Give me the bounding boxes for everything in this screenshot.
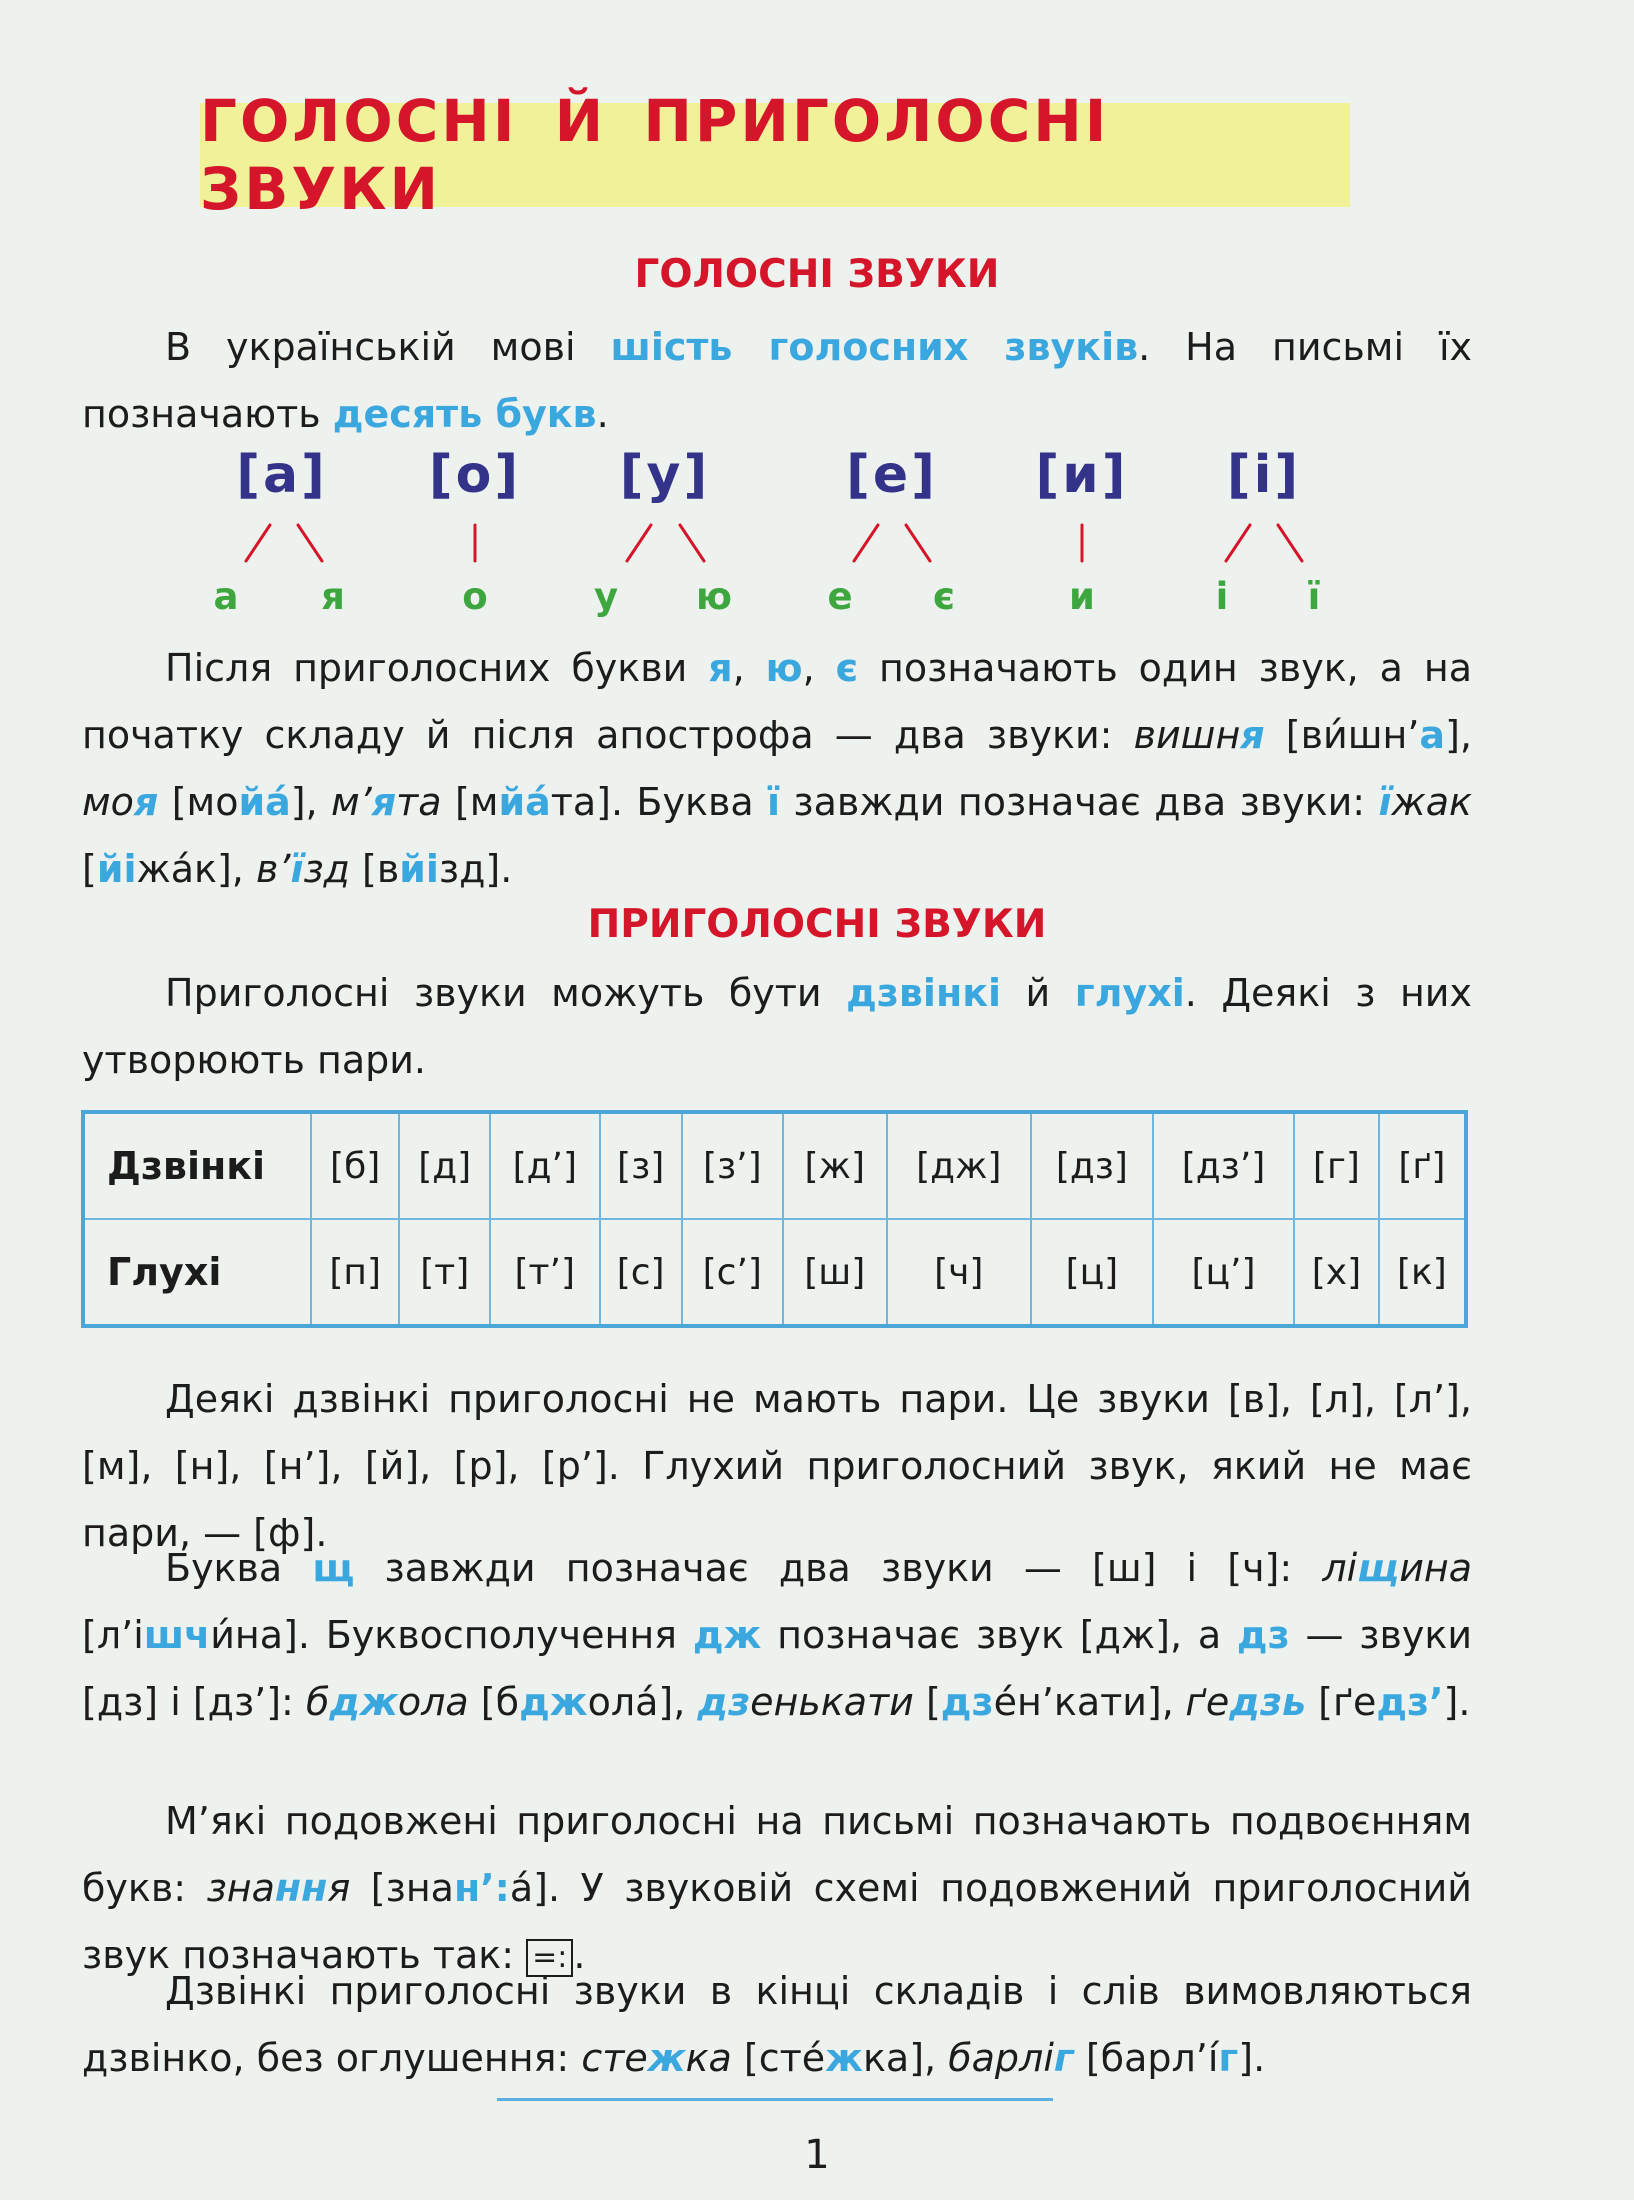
vowel-letter: е [827, 575, 853, 618]
vowel-sound-i: [і] [1226, 445, 1302, 505]
consonants-intro [82, 960, 1472, 1094]
highlighted-text: ю [765, 646, 803, 690]
highlighted-text: дж [692, 1613, 762, 1657]
text-run: Деякі дзвінкі приголосні не мають пари. Це звуки [в], [л], [л’], [м], [н], [н’], [й], [р], [р’]. Глухий приголосний звук, який не має пари, — [ф]. [82, 1377, 1472, 1555]
italic-text: ґе [1185, 1680, 1230, 1724]
vowels-rule [82, 635, 1472, 903]
text-run: зд]. [438, 847, 513, 891]
text-run: е́н’кати], [993, 1680, 1186, 1724]
highlighted-text: н’: [453, 1866, 510, 1910]
voiced-cell: [дз’] [1153, 1112, 1294, 1219]
text-run: [барл’і́ [1073, 2036, 1219, 2080]
highlighted-text: йа́ [238, 780, 291, 824]
highlighted-text: г [1053, 2036, 1074, 2080]
text-run: [ [913, 1680, 941, 1724]
vowel-letter: ю [696, 575, 732, 618]
voiced-cell: [з’] [682, 1112, 783, 1219]
voiced-cell: [г] [1294, 1112, 1379, 1219]
voiced-cell: [дз] [1031, 1112, 1153, 1219]
text-run: Приголосні звуки можуть бути [165, 971, 847, 1015]
highlighted-text: дзь [1229, 1680, 1307, 1724]
highlighted-text: ж [647, 2036, 686, 2080]
page-number: 1 [804, 2132, 830, 2178]
voiceless-cell: [т’] [490, 1219, 600, 1326]
vowel-letter: я [321, 575, 345, 618]
highlighted-text: ж [825, 2036, 863, 2080]
highlighted-text: шч [143, 1613, 211, 1657]
voiced-cell: [з] [600, 1112, 682, 1219]
highlighted-text: я [708, 646, 733, 690]
vowel-letter: і [1215, 575, 1229, 618]
italic-text: барлі [948, 2036, 1054, 2080]
vowel-letter: а [213, 575, 239, 618]
text-run: , [802, 646, 836, 690]
italic-text: ола [397, 1680, 469, 1724]
text-run: — звуки [дз] і [дз’]: [82, 1613, 1473, 1724]
italic-text: сте [581, 2036, 648, 2080]
text-run: ола́], [587, 1680, 698, 1724]
italic-text: ина [1399, 1546, 1473, 1590]
highlighted-text: дж [329, 1680, 398, 1724]
text-run: [б [468, 1680, 520, 1724]
highlighted-text: нн [274, 1866, 328, 1910]
text-run: [сте́ [731, 2036, 826, 2080]
text-run: . Деякі з них утворюють пари. [82, 971, 1472, 1082]
highlighted-text: дз [940, 1680, 994, 1724]
voiceless-cell: [т] [399, 1219, 490, 1326]
highlighted-text: я [371, 780, 397, 824]
highlighted-text: десять букв [332, 392, 597, 436]
highlighted-text: йі [96, 847, 137, 891]
voiced-cell: [ж] [783, 1112, 887, 1219]
highlighted-text: дз [697, 1680, 751, 1724]
voiceless-cell: [х] [1294, 1219, 1379, 1326]
text-run: В українській мові [165, 325, 611, 369]
voiced-ending-paragraph [82, 1958, 1472, 2092]
text-run: Буква [165, 1546, 313, 1590]
italic-text: ка [685, 2036, 732, 2080]
voiceless-cell: [с] [600, 1219, 682, 1326]
voiceless-row [83, 1219, 1466, 1326]
highlighted-text: г [1218, 2036, 1239, 2080]
highlighted-text: а [1419, 713, 1446, 757]
text-run: позначають один звук, а на початку складу й після апострофа — два звуки: [82, 646, 1472, 757]
voiced-cell: [д’] [490, 1112, 600, 1219]
footer-divider [497, 2098, 1053, 2101]
text-run: и́на]. Буквосполучення [210, 1613, 693, 1657]
text-run: [ви́шн’ [1264, 713, 1420, 757]
text-run: [м [441, 780, 499, 824]
text-run: . [573, 1933, 586, 1977]
vowel-sound-u: [у] [619, 445, 711, 505]
voiced-cell: [дж] [887, 1112, 1031, 1219]
vowels-heading: ГОЛОСНІ ЗВУКИ [634, 252, 1000, 297]
long-consonant-symbol: =: [526, 1939, 573, 1977]
vowel-scheme [0, 445, 1634, 625]
highlighted-text: є [835, 646, 859, 690]
text-run: М’які подовжені приголосні на письмі позначають подвоєнням букв: [82, 1799, 1472, 1910]
italic-text: зд [303, 847, 350, 891]
italic-text: мо [82, 780, 134, 824]
vowel-letter: и [1069, 575, 1095, 618]
italic-text: вишн [1133, 713, 1241, 757]
highlighted-text: ї [767, 780, 781, 824]
text-run: [ [82, 847, 97, 891]
highlighted-text: дз’ [1376, 1680, 1444, 1724]
voiced-label: Дзвінкі [83, 1112, 311, 1219]
voiceless-cell: [ч] [887, 1219, 1031, 1326]
italic-text: зна [206, 1866, 275, 1910]
text-run: ]. [1443, 1680, 1471, 1724]
highlighted-text: щ [312, 1546, 355, 1590]
voiced-cell: [ґ] [1379, 1112, 1466, 1219]
italic-text: м’ [331, 780, 372, 824]
italic-text: в’ [255, 847, 291, 891]
text-run: [в [349, 847, 400, 891]
consonants-heading: ПРИГОЛОСНІ ЗВУКИ [587, 902, 1047, 947]
voiceless-cell: [ш] [783, 1219, 887, 1326]
highlighted-text: ї [290, 847, 304, 891]
text-run: позначає звук [дж], а [761, 1613, 1237, 1657]
voiced-row [83, 1112, 1466, 1219]
vowel-letter: у [593, 575, 619, 618]
highlighted-text: дж [519, 1680, 588, 1724]
text-run: ], [290, 780, 331, 824]
vowel-letter: є [933, 575, 955, 618]
vowel-letter: о [462, 575, 488, 618]
text-run: жа́к], [136, 847, 256, 891]
highlighted-text: шість голосних звуків [610, 325, 1139, 369]
italic-text: та [396, 780, 442, 824]
text-run: й [1001, 971, 1075, 1015]
italic-text: енькати [750, 1680, 914, 1724]
voiceless-cell: [ц’] [1153, 1219, 1294, 1326]
voiceless-cell: [ц] [1031, 1219, 1153, 1326]
highlighted-text: глухі [1074, 971, 1185, 1015]
highlighted-text: щ [1357, 1546, 1400, 1590]
voiceless-cell: [к] [1379, 1219, 1466, 1326]
text-run: [л’і [82, 1613, 144, 1657]
text-run: а́]. У звуковій схемі подовжений приголосний звук позначають так: [82, 1866, 1473, 1977]
highlighted-text: я [1240, 713, 1265, 757]
voiceless-cell: [с’] [682, 1219, 783, 1326]
voiceless-cell: [п] [311, 1219, 399, 1326]
text-run: Після приголосних букви [165, 646, 709, 690]
italic-text: жак [1391, 780, 1472, 824]
text-run: завжди позначає два звуки: [780, 780, 1379, 824]
text-run: [ґе [1306, 1680, 1377, 1724]
italic-text: я [327, 1866, 351, 1910]
consonant-pairs-table [81, 1110, 1468, 1328]
text-run: , [732, 646, 766, 690]
text-run: . На письмі їх позначають [82, 325, 1472, 436]
title-band [200, 87, 1350, 223]
vowel-sound-e: [е] [846, 445, 938, 505]
vowel-sound-a: [а] [236, 445, 328, 505]
text-run: ]. [1238, 2036, 1266, 2080]
text-run: Дзвінкі приголосні звуки в кінці складів і слів вимовляються дзвінко, без оглушення: [82, 1969, 1472, 2080]
voiceless-label: Глухі [83, 1219, 311, 1326]
highlighted-text: я [133, 780, 159, 824]
text-run: . [596, 392, 609, 436]
highlighted-text: ї [1378, 780, 1392, 824]
highlighted-text: йі [399, 847, 439, 891]
vowel-sound-y: [и] [1035, 445, 1129, 505]
shch-dzh-dz-paragraph [82, 1535, 1472, 1736]
highlighted-text: йа́ [498, 780, 551, 824]
vowel-letter: ї [1307, 575, 1321, 618]
italic-text: лі [1322, 1546, 1358, 1590]
text-run: ], [1445, 713, 1472, 757]
page-title: ГОЛОСНІ Й ПРИГОЛОСНІ ЗВУКИ [200, 87, 1110, 223]
text-run: ка], [862, 2036, 949, 2080]
italic-text: б [305, 1680, 330, 1724]
vowels-intro [82, 314, 1472, 448]
text-run: [мо [158, 780, 239, 824]
highlighted-text: дз [1236, 1613, 1290, 1657]
text-run: завжди позначає два звуки — [ш] і [ч]: [354, 1546, 1323, 1590]
text-run: [зна [350, 1866, 454, 1910]
text-run: та]. Буква [550, 780, 767, 824]
voiced-cell: [б] [311, 1112, 399, 1219]
vowel-sound-o: [о] [428, 445, 522, 505]
highlighted-text: дзвінкі [846, 971, 1002, 1015]
voiced-cell: [д] [399, 1112, 490, 1219]
